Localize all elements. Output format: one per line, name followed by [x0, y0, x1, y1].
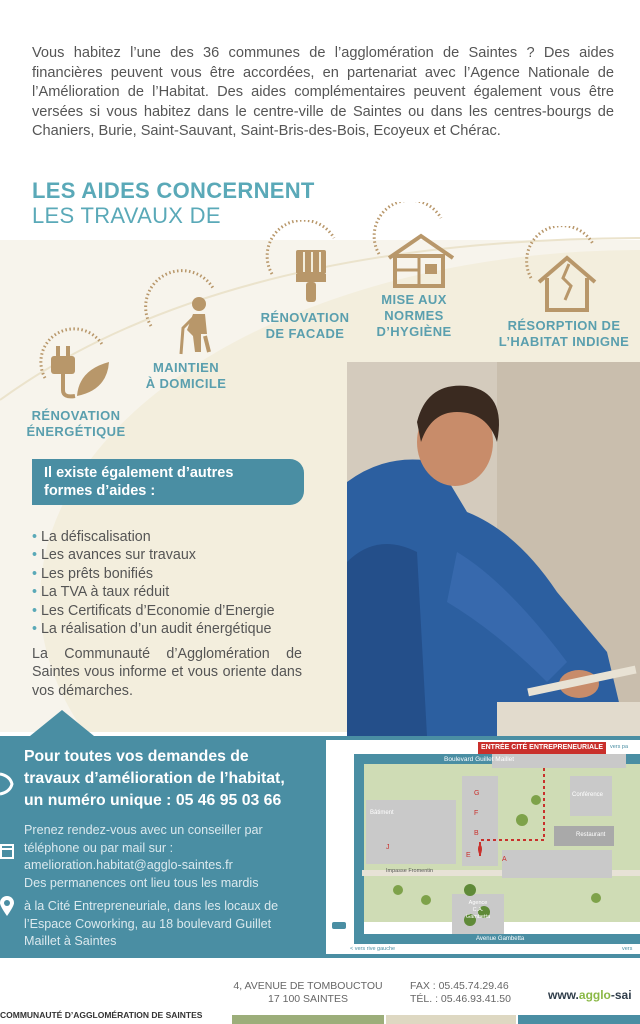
works-title-line2: LES TRAVAUX DE [32, 203, 221, 228]
map-agence-line2: C.A. [472, 907, 484, 913]
map-letter-b: B [474, 830, 479, 837]
footer-bar-teal [518, 1015, 640, 1024]
map-boulevard-label: Boulevard Guillet Maillet [444, 756, 515, 763]
map-avenue-label: Avenue Gambetta [476, 936, 525, 942]
work-renovation-facade [250, 220, 360, 342]
contact-section [0, 736, 640, 958]
phone-callout-line1: Pour toutes vos demandes de [24, 748, 249, 765]
map-letter-f: F [474, 810, 479, 817]
list-item: • Les avances sur travaux [32, 546, 275, 564]
appointment-line2: téléphone ou par mail sur : [24, 840, 174, 855]
work-mise-aux-normes [366, 202, 462, 340]
work-label-line2: DE FACADE [265, 326, 345, 341]
location-line1: à la Cité Entrepreneuriale, dans les locaux de [24, 899, 279, 913]
map-agence-label [456, 900, 500, 921]
list-item: • Les prêts bonifiés [32, 565, 275, 583]
work-label-line1: RÉNOVATION [260, 310, 350, 325]
calendar-icon [0, 842, 14, 860]
map-letter-g: G [474, 790, 480, 797]
location-pin-icon [0, 896, 14, 916]
footer-bar-green [232, 1015, 384, 1024]
work-label-line1: RÉSORPTION DE [507, 318, 621, 333]
map-direction-bottom: vers [622, 946, 633, 952]
map-letter-e: E [466, 852, 471, 859]
phone-icon [0, 772, 14, 796]
map-letter-j: J [386, 844, 390, 851]
footer [0, 970, 640, 1024]
location-line2: l’Espace Coworking, au 18 boulevard Guillet [24, 916, 272, 931]
work-label-line1: MAINTIEN [152, 360, 220, 375]
work-label-line2: ÉNERGÉTIQUE [26, 424, 126, 439]
work-label-line1: RÉNOVATION [31, 408, 121, 423]
works-title-line1: LES AIDES CONCERNENT [32, 178, 315, 203]
agglomeration-info: La Communauté d’Agglomération de Saintes vous informe et vous oriente dans vos démarches. [32, 646, 302, 699]
access-map [326, 740, 640, 954]
paint-brush-icon [260, 220, 350, 308]
permanence-info: Des permanences ont lieu tous les mardis [24, 875, 259, 890]
location-line3: Maillet à Saintes [24, 934, 117, 949]
work-label-line2: NORMES [384, 308, 444, 323]
footer-website-agglo: agglo [578, 988, 611, 1002]
footer-address-line2: 17 100 SAINTES [268, 993, 348, 1005]
list-item: • La réalisation d’un audit énergétique [32, 620, 275, 638]
intro-paragraph: Vous habitez l’une des 36 communes de l’agglomération de Saintes ? Des aides financières peuvent vous être accordées, en partenariat avec l’Agence Nationale de l’Amélioration de l’Habitat. Des aides complémentaires peuvent également vous être versées si vous habitez dans le centre-ville de Saintes ou dans les centres-bourgs de Chaniers, Burie, Saint-Sauvant, Saint-Bris-des-Bois, Ecoyeux et Chérac. [32, 45, 614, 139]
list-item: • La défiscalisation [32, 528, 275, 546]
work-label-line2: L’HABITAT INDIGNE [498, 334, 630, 349]
plug-leaf-icon [31, 318, 121, 406]
work-resorption-habitat-indigne [496, 226, 632, 350]
aids-list [32, 528, 275, 638]
cracked-house-icon [519, 226, 609, 316]
footer-organisation: COMMUNAUTÉ D’AGGLOMÉRATION DE SAINTES [0, 1010, 203, 1020]
footer-website-suffix: -sai [610, 988, 632, 1002]
map-rive-label: < vers rive gauche [350, 946, 396, 952]
work-maintien-domicile [136, 268, 236, 392]
map-conference-label: Conférence [572, 792, 604, 798]
map-agence-line1: Agence [468, 900, 488, 906]
phone-number[interactable]: un numéro unique : 05 46 95 03 66 [24, 792, 282, 809]
footer-contact-numbers [410, 980, 511, 1006]
elderly-person-icon [141, 268, 231, 358]
work-label-line1: MISE AUX [381, 292, 447, 307]
map-impasse-label: Impasse Fromentin [386, 868, 434, 874]
footer-website[interactable] [548, 988, 632, 1002]
appointment-line1: Prenez rendez-vous avec un conseiller par [24, 823, 263, 837]
map-direction-top: vers pa [610, 744, 629, 750]
work-label-line2: À DOMICILE [145, 376, 227, 391]
footer-bar-beige [386, 1015, 516, 1024]
worker-photo [347, 362, 640, 736]
footer-address [232, 980, 384, 1006]
appointment-info [24, 822, 302, 892]
phone-callout-line2: travaux d’amélioration de l’habitat, [24, 770, 285, 787]
map-agence-line3: Gambetta [465, 914, 491, 920]
footer-fax: FAX : 05.45.74.29.46 [410, 980, 509, 992]
work-renovation-energetique [22, 318, 130, 440]
footer-website-prefix: www. [548, 988, 579, 1002]
other-aids-line2: formes d’aides : [44, 483, 156, 499]
email-link[interactable]: amelioration.habitat@agglo-saintes.fr [24, 858, 233, 873]
map-restaurant-label: Restaurant [576, 832, 606, 838]
footer-tel[interactable]: TÉL. : 05.46.93.41.50 [410, 993, 511, 1005]
list-item: • La TVA à taux réduit [32, 583, 275, 601]
phone-callout [24, 746, 302, 812]
location-info [24, 898, 302, 951]
map-entrance-label: ENTRÉE CITÉ ENTREPRENEURIALE [480, 744, 604, 751]
list-item: • Les Certificats d’Economie d’Energie [32, 602, 275, 620]
footer-address-line1: 4, AVENUE DE TOMBOUCTOU [233, 980, 383, 992]
other-aids-line1: Il existe également d’autres [44, 465, 234, 481]
other-aids-header [32, 459, 304, 505]
map-batiment-label: Bâtiment [370, 810, 394, 816]
house-plan-icon [369, 202, 459, 290]
map-letter-a: A [502, 856, 507, 863]
map-rue-label: Rue Eugène Fromentin [341, 824, 348, 882]
work-label-line3: D’HYGIÈNE [376, 324, 452, 339]
